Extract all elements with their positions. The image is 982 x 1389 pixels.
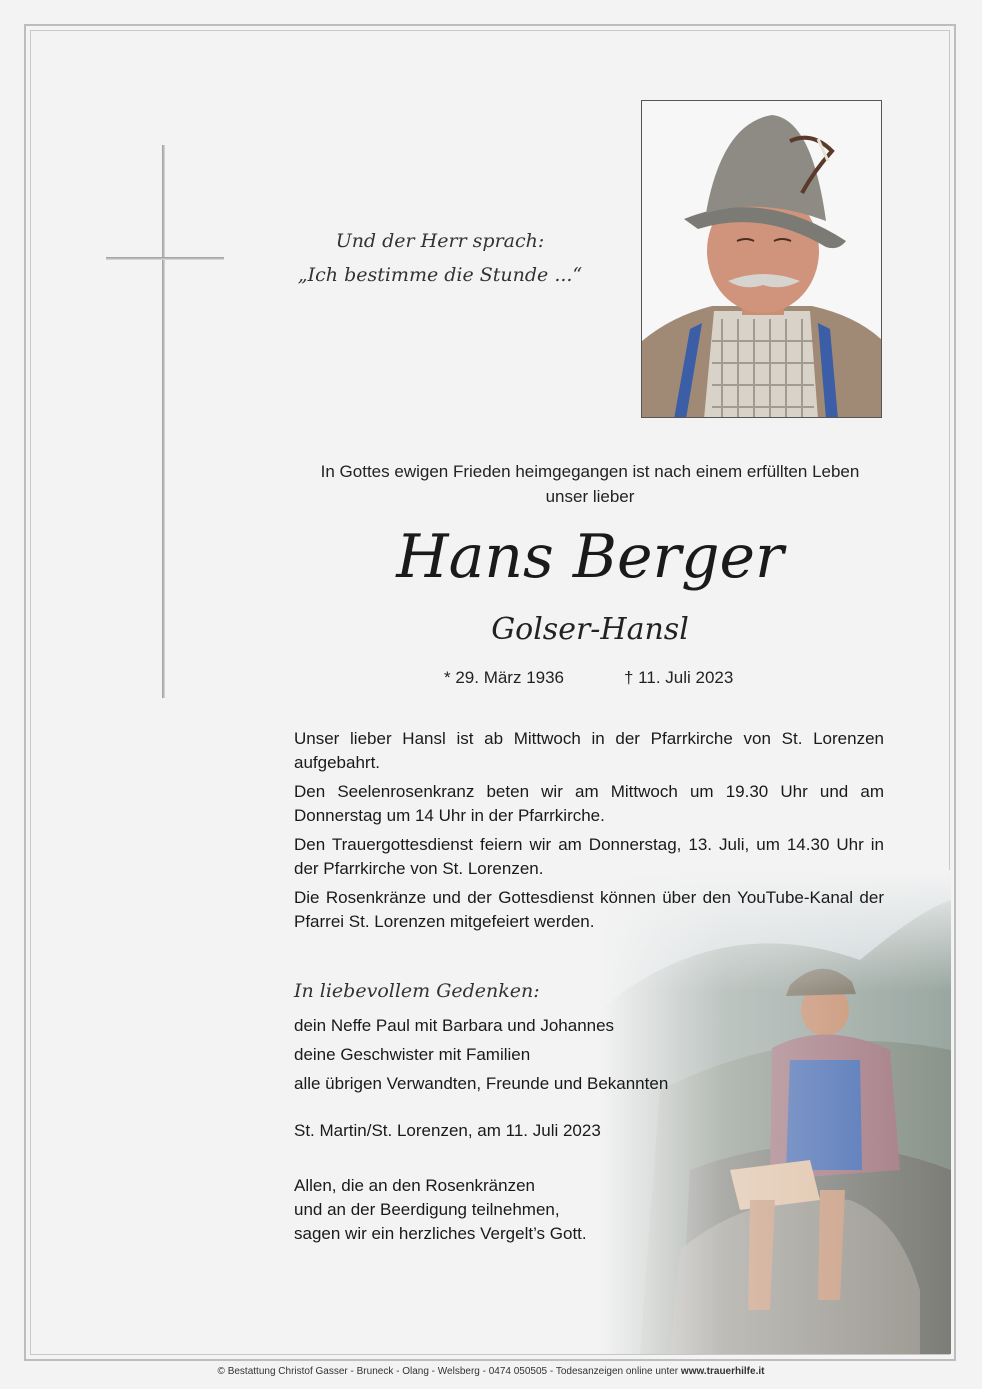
paragraph-youtube: Die Rosenkränze und der Gottesdienst können über den YouTube-Kanal der Pfarrei St. Lorenzen mitgefeiert werden. [294, 888, 884, 931]
mourner-line: alle übrigen Verwandten, Freunde und Bekannten [294, 1074, 669, 1093]
paragraph-funeral: Den Trauergottesdienst feiern wir am Donnerstag, 13. Juli, um 14.30 Uhr in der Pfarrkirche von St. Lorenzen. [294, 835, 884, 878]
quote-line-1: Und der Herr sprach: [335, 230, 545, 252]
cross-icon-horizontal [106, 257, 224, 260]
mourners-list [294, 1011, 668, 1098]
quote-line-2: „Ich bestimme die Stunde ...“ [297, 264, 583, 286]
place-and-date: St. Martin/St. Lorenzen, am 11. Juli 2023 [294, 1121, 601, 1140]
paragraph-viewing: Unser lieber Hansl ist ab Mittwoch in der Pfarrkirche von St. Lorenzen aufgebahrt. [294, 729, 884, 772]
mourner-line: dein Neffe Paul mit Barbara und Johannes [294, 1016, 615, 1035]
deceased-name: Hans Berger [396, 522, 784, 592]
intro-line-1: In Gottes ewigen Frieden heimgegangen ist nach einem erfüllten Leben [320, 462, 860, 481]
birth-date: * 29. März 1936 [444, 668, 565, 687]
bible-quote [290, 224, 590, 292]
cross-icon-vertical [162, 145, 165, 698]
mourner-line: deine Geschwister mit Familien [294, 1045, 531, 1064]
arrangements-text [294, 727, 884, 939]
intro-line-2: unser lieber [545, 487, 635, 506]
footer [0, 1366, 982, 1377]
thanks-line-2: und an der Beerdigung teilnehmen, [294, 1200, 560, 1219]
mourners-title: In liebevollem Gedenken: [294, 980, 540, 1002]
portrait-photo [641, 100, 882, 418]
mountain-photo [600, 870, 951, 1354]
thanks-line-1: Allen, die an den Rosenkränzen [294, 1176, 535, 1195]
footer-text: © Bestattung Christof Gasser - Bruneck - Olang - Welsberg - 0474 050505 - Todesanzeigen online unter [217, 1366, 681, 1377]
thanks-text [294, 1174, 587, 1246]
death-date: † 11. Juli 2023 [624, 668, 734, 687]
thanks-line-3: sagen wir ein herzliches Vergelt’s Gott. [294, 1224, 587, 1243]
deceased-nickname: Golser-Hansl [491, 612, 689, 647]
intro-text [280, 459, 900, 509]
footer-website-link[interactable]: www.trauerhilfe.it [680, 1366, 765, 1377]
paragraph-rosary: Den Seelenrosenkranz beten wir am Mittwoch um 19.30 Uhr und am Donnerstag um 14 Uhr in der Pfarrkirche. [294, 782, 884, 825]
